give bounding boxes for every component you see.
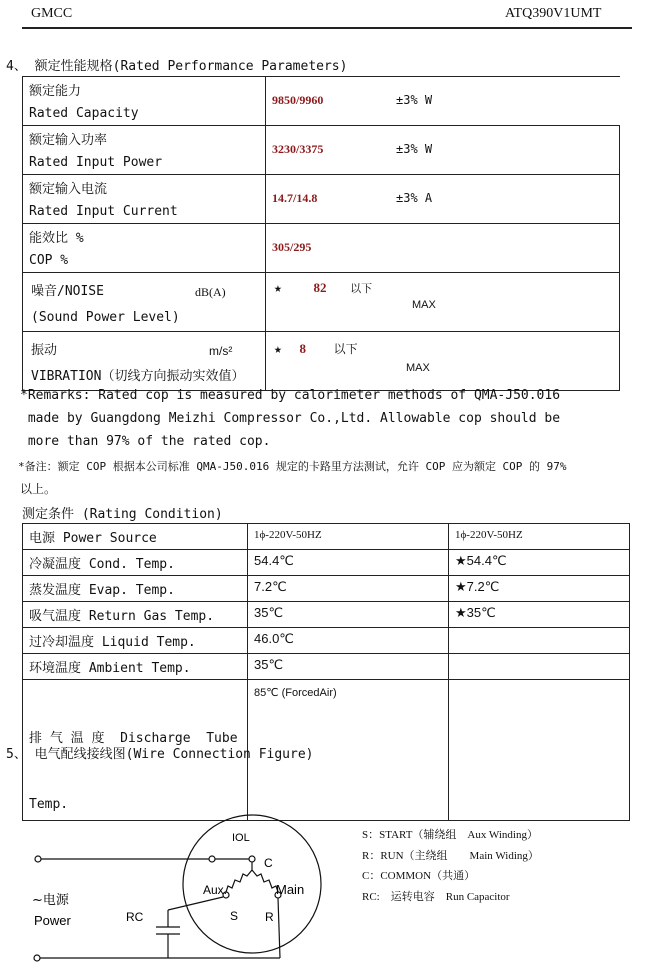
condition-value-alt: 1ϕ-220V-50HZ <box>455 529 523 541</box>
conditions-table <box>22 523 630 821</box>
condition-label: 过冷却温度 Liquid Temp. <box>29 635 196 650</box>
header-rule <box>22 27 632 29</box>
remarks-en-3: more than 97% of the rated cop. <box>20 434 271 449</box>
condition-value-alt <box>449 654 629 660</box>
condition-value: 46.0℃ <box>254 631 294 646</box>
vibration-unit: m/s² <box>209 344 233 358</box>
condition-value: 1ϕ-220V-50HZ <box>254 529 322 541</box>
vibration-max: MAX <box>406 362 430 374</box>
c-label: C <box>264 856 273 870</box>
vibration-label: 振动 <box>31 343 58 358</box>
condition-value: 85℃ (ForcedAir) <box>254 687 337 699</box>
condition-value-alt: ★7.2℃ <box>455 579 500 594</box>
condition-label: 冷凝温度 Cond. Temp. <box>29 557 175 572</box>
noise-max: MAX <box>412 299 436 311</box>
noise-value: 82 <box>313 280 327 295</box>
condition-row <box>23 628 630 654</box>
row-label-en: Rated Input Power <box>29 155 163 170</box>
condition-value: 54.4℃ <box>254 553 294 568</box>
rated-capacity-value: 9850/9960 <box>272 93 324 107</box>
star-icon: ★ <box>274 281 282 296</box>
noise-suffix: 以下 <box>350 283 373 295</box>
condition-label: 蒸发温度 Evap. Temp. <box>29 583 175 598</box>
noise-label-sub: (Sound Power Level) <box>31 310 180 325</box>
performance-row <box>23 126 620 175</box>
condition-label: 电源 Power Source <box>29 531 157 546</box>
vibration-value: 8 <box>299 341 306 356</box>
condition-row <box>23 654 630 680</box>
aux-winding <box>226 870 252 892</box>
rc-label: RC <box>126 910 144 924</box>
remarks-cn-1: *备注：额定 COP 根据本公司标准 QMA-J50.016 规定的卡路里方法测试，允许 COP 应为额定 COP 的 97% <box>18 460 567 473</box>
condition-row <box>23 550 630 576</box>
noise-label: 噪音/NOISE <box>31 284 104 299</box>
legend-rc: RC: 运转电容 Run Capacitor <box>362 891 510 903</box>
noise-unit: dB(A) <box>195 285 226 299</box>
iol-label: IOL <box>232 832 250 844</box>
row-label-cn: 能效比 % <box>29 231 84 246</box>
cop-value: 305/295 <box>272 240 312 254</box>
tolerance: ±3% W <box>396 142 433 156</box>
condition-value: 35℃ <box>254 605 284 620</box>
condition-value: 7.2℃ <box>254 579 287 594</box>
row-label-en: Rated Capacity <box>29 106 139 121</box>
condition-label: 环境温度 Ambient Temp. <box>29 661 191 676</box>
legend-run: R：RUN（主绕组 Main Widing） <box>362 850 539 862</box>
remarks-en-1: *Remarks: Rated cop is measured by calorimeter methods of QMA-J50.016 <box>20 388 561 403</box>
doc-header-left: GMCC <box>31 6 73 21</box>
performance-table <box>22 76 620 391</box>
legend-common: C：COMMON（共通） <box>362 870 476 882</box>
power-terminal-top <box>35 856 41 862</box>
legend-start: S：START（辅绕组 Aux Winding） <box>362 829 538 841</box>
condition-value-alt: ★35℃ <box>455 605 496 620</box>
row-label-en: Rated Input Current <box>29 204 178 219</box>
s-label: S <box>230 909 239 923</box>
condition-row <box>23 576 630 602</box>
performance-row <box>23 77 620 126</box>
section4-title: 4、 额定性能规格(Rated Performance Parameters) <box>6 59 348 74</box>
c-terminal <box>249 856 255 862</box>
doc-header-right: ATQ390V1UMT <box>505 6 602 21</box>
vibration-suffix: 以下 <box>333 342 358 356</box>
tolerance: ±3% A <box>396 191 433 205</box>
row-label-cn: 额定输入电流 <box>29 182 108 197</box>
remarks-en-2: made by Guangdong Meizhi Compressor Co.,Ltd. Allowable cop should be <box>20 411 561 426</box>
power-label-en: Power <box>34 913 71 928</box>
rated-input-current-value: 14.7/14.8 <box>272 191 318 205</box>
tolerance: ±3% W <box>396 93 433 107</box>
section5-title: 5、 电气配线接线图(Wire Connection Figure) <box>6 747 314 762</box>
wire-connection-diagram <box>0 800 650 970</box>
vibration-row <box>23 332 620 391</box>
condition-value-alt <box>449 628 629 634</box>
condition-row <box>23 524 630 550</box>
condition-value-alt <box>449 680 629 692</box>
condition-value: 35℃ <box>254 657 284 672</box>
vibration-label-sub: VIBRATION（切线方向振动实效值） <box>31 369 245 384</box>
conditions-title: 测定条件 (Rating Condition) <box>22 507 223 522</box>
row-label-cn: 额定输入功率 <box>29 133 108 148</box>
condition-label: 排 气 温 度 Discharge Tube <box>29 731 238 746</box>
noise-row <box>23 273 620 332</box>
power-terminal-bottom <box>34 955 40 961</box>
condition-value-alt: ★54.4℃ <box>455 553 507 568</box>
performance-row <box>23 224 620 273</box>
main-winding <box>252 870 278 892</box>
condition-label-cont: Temp. <box>29 797 69 812</box>
rated-input-power-value: 3230/3375 <box>272 142 324 156</box>
iol-terminal <box>209 856 215 862</box>
r-label: R <box>265 910 274 924</box>
remarks-cn-2: 以上。 <box>20 482 57 496</box>
main-label: Main <box>276 882 305 897</box>
condition-label: 吸气温度 Return Gas Temp. <box>29 609 215 624</box>
power-label-cn: ~电源 <box>32 893 69 908</box>
row-label-cn: 额定能力 <box>29 84 82 99</box>
performance-row <box>23 175 620 224</box>
star-icon: ★ <box>274 342 282 357</box>
aux-label: Aux. <box>203 883 228 897</box>
condition-row <box>23 602 630 628</box>
row-label-en: COP % <box>29 253 69 268</box>
